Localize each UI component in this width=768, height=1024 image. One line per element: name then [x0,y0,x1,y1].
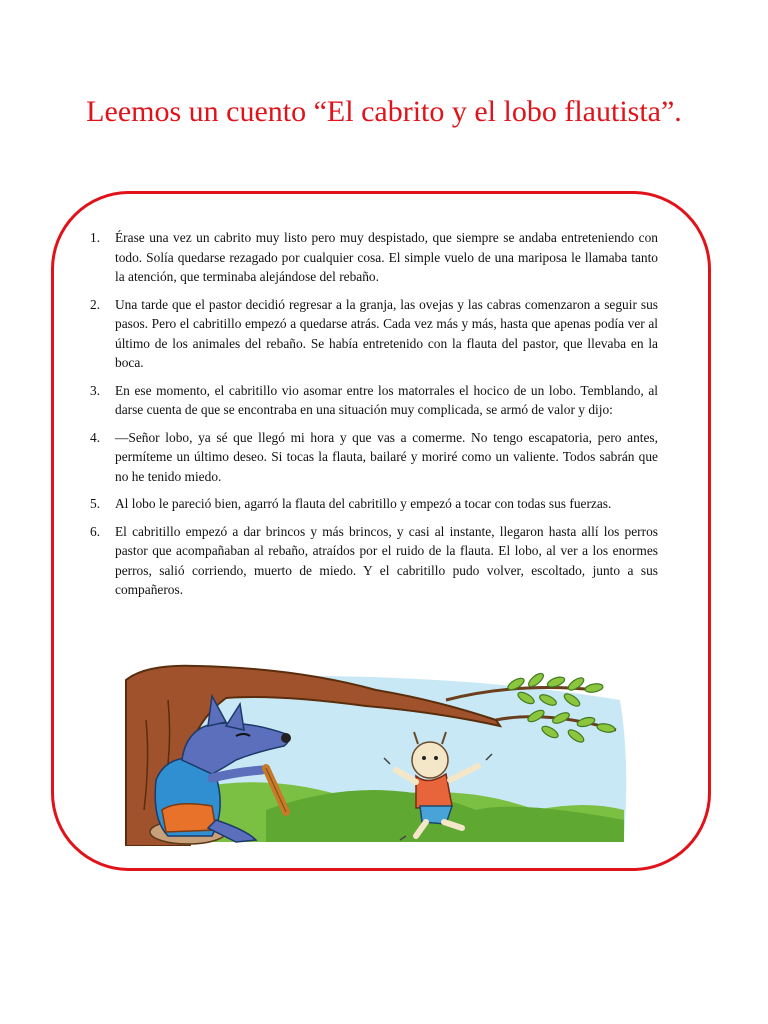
paragraph-text: Una tarde que el pastor decidió regresar a la granja, las ovejas y las cabras comenzaron a seguir sus pasos. Pero el cabritillo empezó a quedarse atrás. Cada vez más y más, hasta que apenas podía ver al último de los animales del rebaño. Se había entretenido con la flauta del pastor, que llevaba en la boca. [115,296,658,370]
story-paragraph [90,494,658,514]
paragraph-number: 3. [90,382,101,398]
paragraph-number: 2. [90,296,101,312]
paragraph-text: —Señor lobo, ya sé que llegó mi hora y que vas a comerme. No tengo escapatoria, pero antes, permíteme un último deseo. Si tocas la flauta, bailaré y moriré como un valiente. Todos sabrán que no he tenido miedo. [115,429,658,484]
paragraph-number: 5. [90,496,101,511]
story-paragraph [90,381,658,420]
paragraph-text: El cabritillo empezó a dar brincos y más brincos, y casi al instante, llegaron hasta allí los perros pastor que acompañaban al rebaño, atraídos por el ruido de la flauta. El lobo, al ver a los enormes perros, salió corriendo, muerto de miedo. Y el cabritillo pudo volver, escoltado, junto a sus compañeros. [115,523,658,597]
story-paragraph [90,295,658,373]
story-paragraph [90,228,658,287]
story-illustration [116,660,634,846]
paragraph-text: En ese momento, el cabritillo vio asomar entre los matorrales el hocico de un lobo. Temblando, al darse cuenta de que se encontraba en una situación muy complicada, se armó de valor y dijo: [115,382,658,417]
paragraph-text: Al lobo le pareció bien, agarró la flauta del cabritillo y empezó a tocar con todas sus fuerzas. [115,496,612,511]
paragraph-number: 4. [90,429,101,445]
story-paragraph [90,428,658,487]
paragraph-text: Érase una vez un cabrito muy listo pero muy despistado, que siempre se andaba entreteniendo con todo. Solía quedarse rezagado por cualquier cosa. El simple vuelo de una mariposa le llamaba tanto la atención, que terminaba alejándose del rebaño. [115,230,658,284]
paragraph-number: 1. [90,230,101,245]
story-paragraph-list [90,228,658,608]
story-title: Leemos un cuento “El cabrito y el lobo flautista”. [86,95,682,128]
story-paragraph [90,522,658,600]
paragraph-number: 6. [90,523,101,539]
